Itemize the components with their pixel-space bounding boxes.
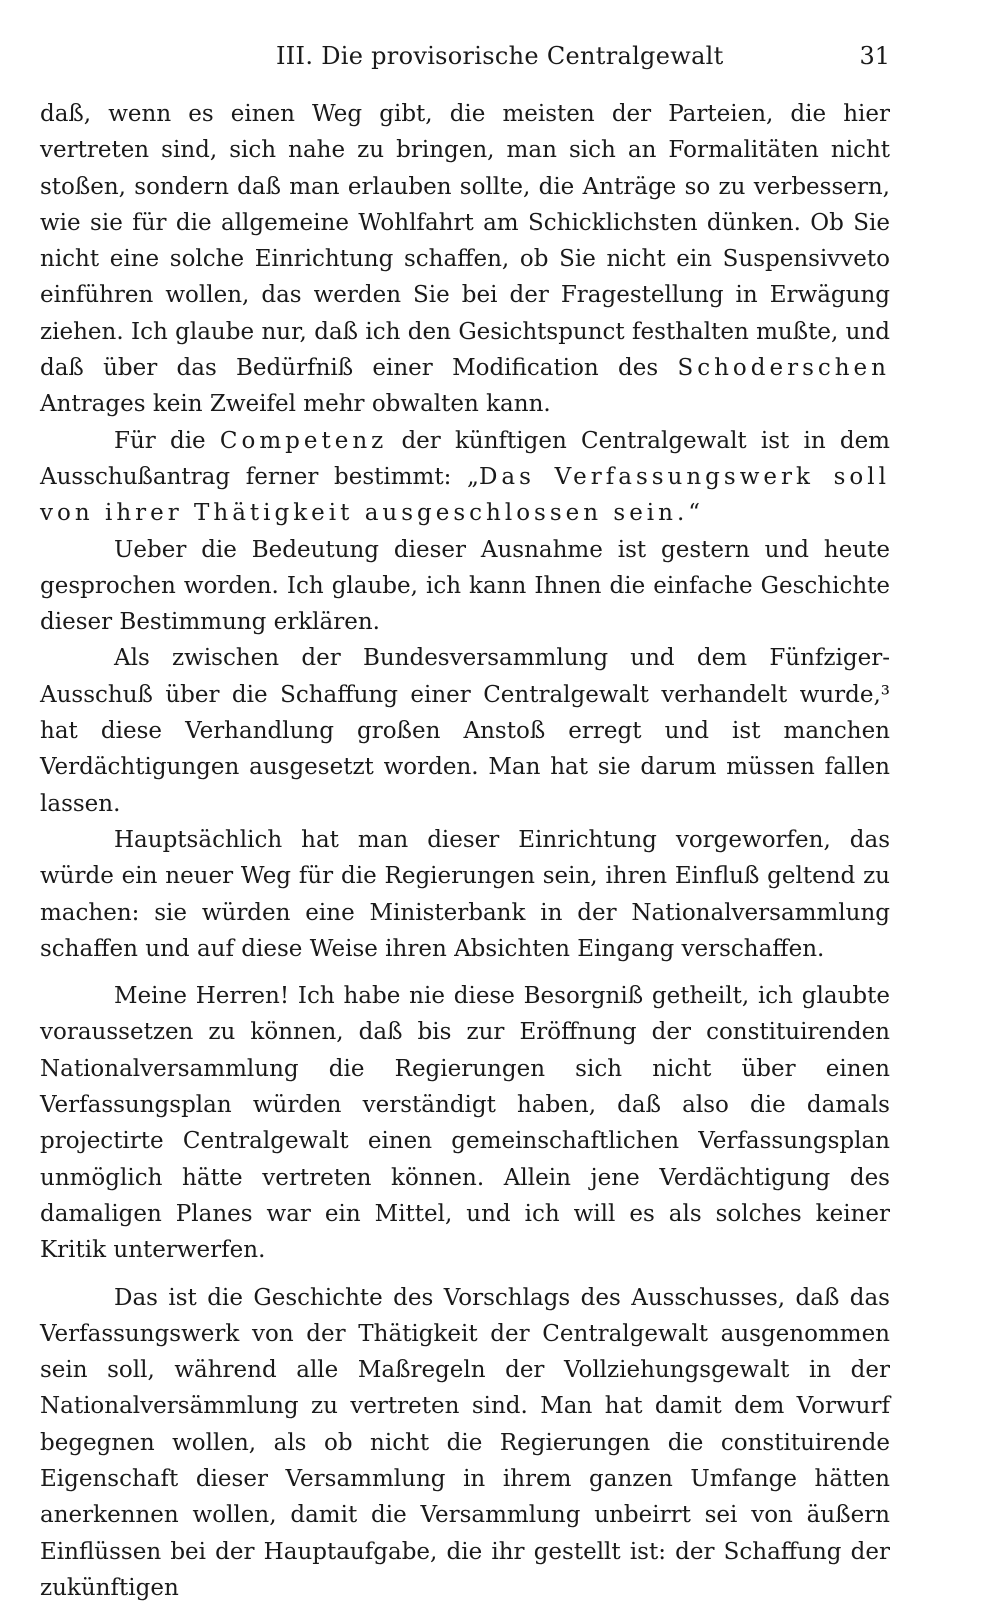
paragraph-text: der künftigen Centralgewalt ist in dem Ausschußantrag ferner bestimmt: „ (40, 428, 890, 490)
spaced-emphasis-text: Das Verfassungswerk soll von ihrer Thätigkeit ausgeschlossen sein. (40, 464, 890, 526)
paragraph-text: Das ist die Geschichte des Vorschlags des Ausschusses, daß das Verfassungswerk von der Thätigkeit der Centralgewalt ausgenommen sein soll, während alle Maßregeln der Vollziehungsgewalt in der Nationalversämmlung zu vertreten sind. Man hat damit dem Vorwurf begegnen wollen, als ob nicht die Regierungen die constituirende Eigenschaft dieser Versammlung in ihrem ganzen Umfange hätten anerkennen wollen, damit die Versammlung unbeirrt sei von äußern Einflüssen bei der Hauptaufgabe, die ihr gestellt ist: der Schaffung der zukünftigen (40, 1285, 890, 1601)
paragraph-text: Für die (114, 428, 220, 454)
spaced-emphasis-text: Competenz (220, 428, 387, 454)
paragraph-text: Meine Herren! Ich habe nie diese Besorgniß getheilt, ich glaubte voraussetzen zu können, daß bis zur Eröffnung der constituirenden Nationalversammlung die Regierungen sich nicht über einen Verfassungsplan würden verständigt haben, daß also die damals projectirte Centralgewalt einen gemeinschaftlichen Verfassungsplan unmöglich hätte vertreten können. Allein jene Verdächtigung des damaligen Planes war ein Mittel, und ich will es als solches keiner Kritik unterwerfen. (40, 983, 890, 1263)
paragraph-text: Hauptsächlich hat man dieser Einrichtung vorgeworfen, das würde ein neuer Weg für die Regierungen sein, ihren Einfluß geltend zu machen: sie würden eine Ministerbank in der Nationalversammlung schaffen und auf diese Weise ihren Absichten Eingang verschaffen. (40, 827, 890, 962)
paragraph (40, 1280, 890, 1606)
paragraph (40, 640, 890, 821)
paragraph-text: Ueber die Bedeutung dieser Ausnahme ist gestern und heute gesprochen worden. Ich glaube, ich kann Ihnen die einfache Geschichte dieser Bestimmung erklären. (40, 537, 890, 636)
body-text (40, 96, 890, 1606)
page-number: 31 (859, 42, 890, 70)
paragraph (40, 423, 890, 532)
paragraph-text: Als zwischen der Bundesversammlung und dem Fünfziger-Ausschuß über die Schaffung einer Centralgewalt verhandelt wurde,³ hat diese Verhandlung großen Anstoß erregt und ist manchen Verdächtigungen ausgesetzt worden. Man hat sie darum müssen fallen lassen. (40, 645, 890, 816)
paragraph-text: “ (688, 500, 700, 526)
book-page (40, 30, 890, 1606)
paragraph-text: daß, wenn es einen Weg gibt, die meisten der Parteien, die hier vertreten sind, sich nahe zu bringen, man sich an Formalitäten nicht stoßen, sondern daß man erlauben sollte, die Anträge so zu verbessern, wie sie für die allgemeine Wohlfahrt am Schicklichsten dünken. Ob Sie nicht eine solche Einrichtung schaffen, ob Sie nicht ein Suspensivveto einführen wollen, das werden Sie bei der Fragestellung in Erwägung ziehen. Ich glaube nur, daß ich den Gesichtspunct festhalten mußte, und daß über das Bedürfniß einer Modification des (40, 101, 890, 381)
paragraph-text: Antrages kein Zweifel mehr obwalten kann. (40, 391, 551, 417)
spaced-emphasis-text: Schoderschen (677, 355, 890, 381)
paragraph (40, 96, 890, 423)
paragraph (40, 532, 890, 641)
running-header (40, 30, 890, 90)
paragraph (40, 822, 890, 967)
paragraph (40, 978, 890, 1268)
running-title: III. Die provisorische Centralgewalt (276, 42, 724, 70)
